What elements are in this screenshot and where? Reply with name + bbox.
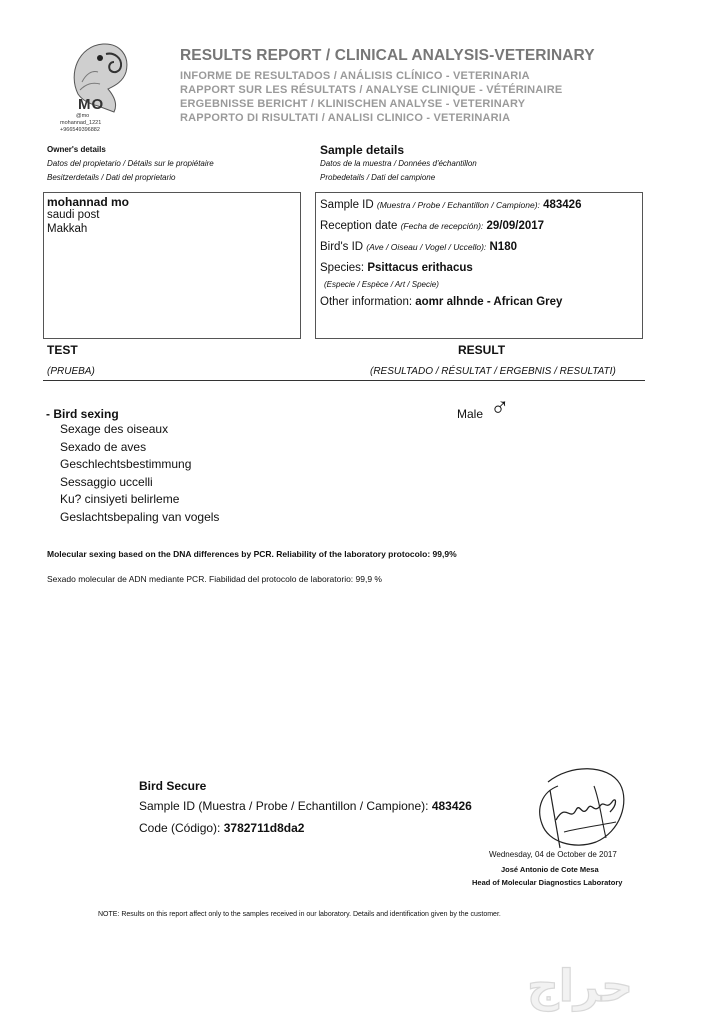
bird-secure-sample-row (139, 799, 472, 813)
test-heading: TEST (47, 343, 78, 357)
owner-name: mohannad mo (47, 195, 130, 209)
sample-translation-1: Datos de la muestra / Données d'échantillon (320, 159, 477, 168)
owner-address-2: Makkah (47, 223, 88, 235)
bird-id-label: Bird's ID (320, 241, 364, 253)
test-translation-de: Geschlechtsbestimmung (60, 457, 192, 471)
result-subheading: (RESULTADO / RÉSULTAT / ERGEBNIS / RESULTATI) (370, 366, 616, 377)
species-value: Psittacus erithacus (367, 262, 473, 274)
parrot-logo (48, 34, 148, 134)
species-row (320, 262, 473, 274)
test-translation-fr: Sexage des oiseaux (60, 422, 169, 436)
note-bold: Molecular sexing based on the DNA differences by PCR. Reliability of the laboratory protocolo: 99,9% (47, 549, 457, 559)
sample-id-value: 483426 (543, 199, 582, 211)
logo-handle: @mo (76, 113, 90, 119)
other-info-value: aomr alhnde - African Grey (415, 296, 563, 308)
subtitle-es: INFORME DE RESULTADOS / ANÁLISIS CLÍNICO - VETERINARIA (180, 70, 530, 82)
owner-address-1: saudi post (47, 209, 100, 221)
note-regular: Sexado molecular de ADN mediante PCR. Fiabilidad del protocolo de laboratorio: 99,9 % (47, 574, 382, 584)
other-info-label: Other information: (320, 296, 413, 308)
haraj-watermark-text: حراج (527, 961, 633, 1012)
sample-id-label: Sample ID (320, 199, 374, 211)
test-translation-nl: Geslachtsbepaling van vogels (60, 510, 220, 524)
owner-heading: Owner's details (47, 145, 106, 154)
owner-translation-2: Besitzerdetails / Dati del proprietario (47, 173, 176, 182)
signature-stamp (530, 762, 630, 854)
subtitle-fr: RAPPORT SUR LES RÉSULTATS / ANALYSE CLINIQUE - VÉTÉRINAIRE (180, 84, 563, 96)
report-title: RESULTS REPORT / CLINICAL ANALYSIS-VETERINARY (180, 47, 595, 64)
signature-name: José Antonio de Cote Mesa (501, 865, 599, 874)
bird-secure-code-label: Code (Código): (139, 821, 221, 835)
bird-secure-title: Bird Secure (139, 779, 207, 793)
logo-instagram: mohannad_1221 (60, 120, 102, 126)
result-heading: RESULT (458, 343, 506, 357)
sample-id-row (320, 199, 581, 211)
species-note: (Especie / Espèce / Art / Specie) (324, 280, 439, 289)
logo-phone: +966549396882 (60, 127, 100, 133)
logo-initials: MO (78, 96, 105, 113)
test-name: - Bird sexing (46, 407, 119, 421)
signature-role: Head of Molecular Diagnostics Laboratory (472, 878, 623, 887)
reception-date-row (320, 220, 544, 232)
reception-date-label: Reception date (320, 220, 398, 232)
bird-secure-sample-value: 483426 (431, 799, 472, 813)
test-translation-tr: Ku? cinsiyeti belirleme (60, 492, 180, 506)
bird-id-value: N180 (489, 241, 517, 253)
bird-secure-code-row (139, 821, 304, 835)
signature-date: Wednesday, 04 de October de 2017 (489, 850, 617, 859)
sample-id-note: (Muestra / Probe / Echantillon / Campione): (376, 200, 540, 210)
reception-date-note: (Fecha de recepción): (400, 221, 484, 231)
test-subheading: (PRUEBA) (47, 366, 95, 377)
sample-translation-2: Probedetails / Dati del campione (320, 173, 436, 182)
haraj-watermark (480, 955, 680, 1015)
bird-secure-sample-label: Sample ID (Muestra / Probe / Echantillon / Campione): (139, 799, 429, 813)
result-value: Male (457, 407, 484, 421)
species-label: Species: (320, 262, 365, 274)
reception-date-value: 29/09/2017 (486, 220, 545, 232)
sample-heading: Sample details (320, 143, 405, 157)
owner-translation-1: Datos del propietario / Détails sur le propiétaire (47, 159, 214, 168)
other-info-row (320, 296, 562, 308)
bird-id-note: (Ave / Oiseau / Vogel / Uccello): (366, 242, 487, 252)
footer-note: NOTE: Results on this report affect only to the samples received in our laboratory. Details and identification given by the customer. (98, 911, 501, 918)
bird-id-row (320, 241, 517, 253)
subtitle-de: ERGEBNISSE BERICHT / KLINISCHEN ANALYSE - VETERINARY (180, 98, 526, 110)
test-translation-it: Sessaggio uccelli (60, 475, 153, 489)
male-symbol-icon: ♂ (490, 391, 510, 421)
subtitle-it: RAPPORTO DI RISULTATI / ANALISI CLINICO - VETERINARIA (180, 112, 511, 124)
bird-secure-code-value: 3782711d8da2 (223, 821, 305, 835)
test-translation-es: Sexado de aves (60, 440, 147, 454)
results-divider (43, 380, 645, 381)
